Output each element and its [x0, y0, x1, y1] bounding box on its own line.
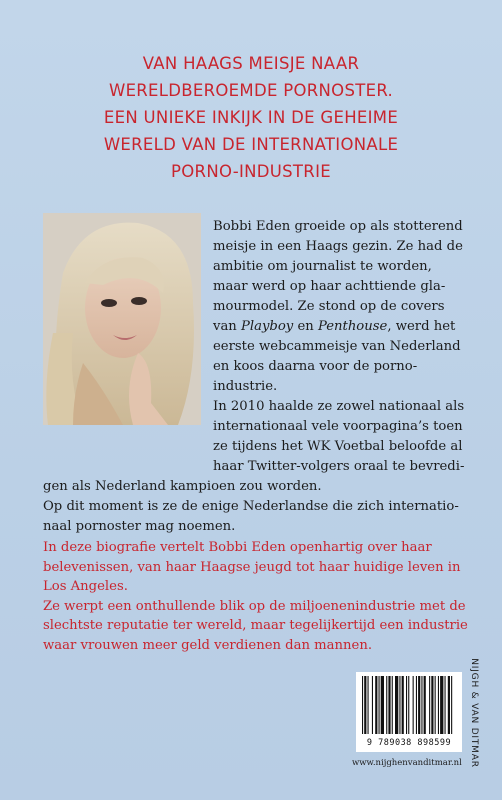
- body-line: haar Twitter-volgers oraal te bevredi-: [213, 459, 465, 474]
- headline-line: WERELDBEROEMDE PORNOSTER.: [108, 81, 394, 100]
- body-line: ze tijdens het WK Voetbal beloofde al: [213, 439, 463, 454]
- bio-line: waar vrouwen meer geld verdienen dan mannen.: [43, 637, 373, 653]
- body-line: en koos daarna voor de porno-: [213, 359, 418, 374]
- headline-line: VAN HAAGS MEISJE NAAR: [142, 54, 360, 73]
- magazine-title: Penthouse: [317, 319, 388, 334]
- body-line: ambitie om journalist te worden,: [213, 259, 432, 274]
- body-line: gen als Nederland kampioen zou worden.: [43, 479, 322, 494]
- bio-line: belevenissen, van haar Haagse jeugd tot haar huidige leven in: [43, 559, 461, 575]
- author-description: [43, 217, 465, 537]
- headline-line: WERELD VAN DE INTERNATIONALE: [103, 135, 399, 154]
- biography-blurb: [43, 538, 473, 655]
- bio-line: Los Angeles.: [43, 579, 128, 594]
- body-line: naal pornoster mag noemen.: [43, 519, 236, 534]
- body-text: van: [213, 319, 241, 334]
- body-text: , werd het: [387, 319, 456, 334]
- bio-line: slechtste reputatie ter wereld, maar tegelijkertijd een industrie: [43, 618, 468, 633]
- body-line: eerste webcammeisje van Nederland: [213, 339, 461, 354]
- body-line: internationaal vele voorpagina’s toen: [213, 419, 463, 434]
- body-line: industrie.: [213, 379, 278, 394]
- bio-line: Ze werpt een onthullende blik op de miljoenenindustrie met de: [43, 598, 466, 614]
- publisher-name: [466, 658, 482, 768]
- body-line: maar werd op haar achttiende gla-: [213, 279, 446, 294]
- body-line: Op dit moment is ze de enige Nederlandse die zich internatio-: [43, 499, 459, 514]
- body-line: Bobbi Eden groeide op als stotterend: [213, 219, 463, 234]
- body-line: In 2010 haalde ze zowel nationaal als: [213, 399, 465, 414]
- barcode-bars: [356, 672, 462, 738]
- bio-line: In deze biografie vertelt Bobbi Eden openhartig over haar: [43, 540, 432, 555]
- publisher-label: NIJGH & VAN DITMAR: [469, 658, 479, 768]
- isbn-number: 9 789038 898599: [366, 738, 452, 748]
- isbn-barcode: [356, 672, 462, 752]
- headline-line: EEN UNIEKE INKIJK IN DE GEHEIME: [103, 108, 399, 127]
- body-line: mourmodel. Ze stond op de covers: [213, 299, 445, 314]
- headline: [40, 50, 462, 185]
- body-text: en: [293, 319, 318, 334]
- magazine-title: Playboy: [241, 319, 294, 334]
- headline-line: PORNO-INDUSTRIE: [171, 162, 331, 181]
- body-line: meisje in een Haags gezin. Ze had de: [213, 239, 463, 254]
- publisher-url: www.nijghenvanditmar.nl: [352, 758, 462, 768]
- body-line: [43, 317, 465, 337]
